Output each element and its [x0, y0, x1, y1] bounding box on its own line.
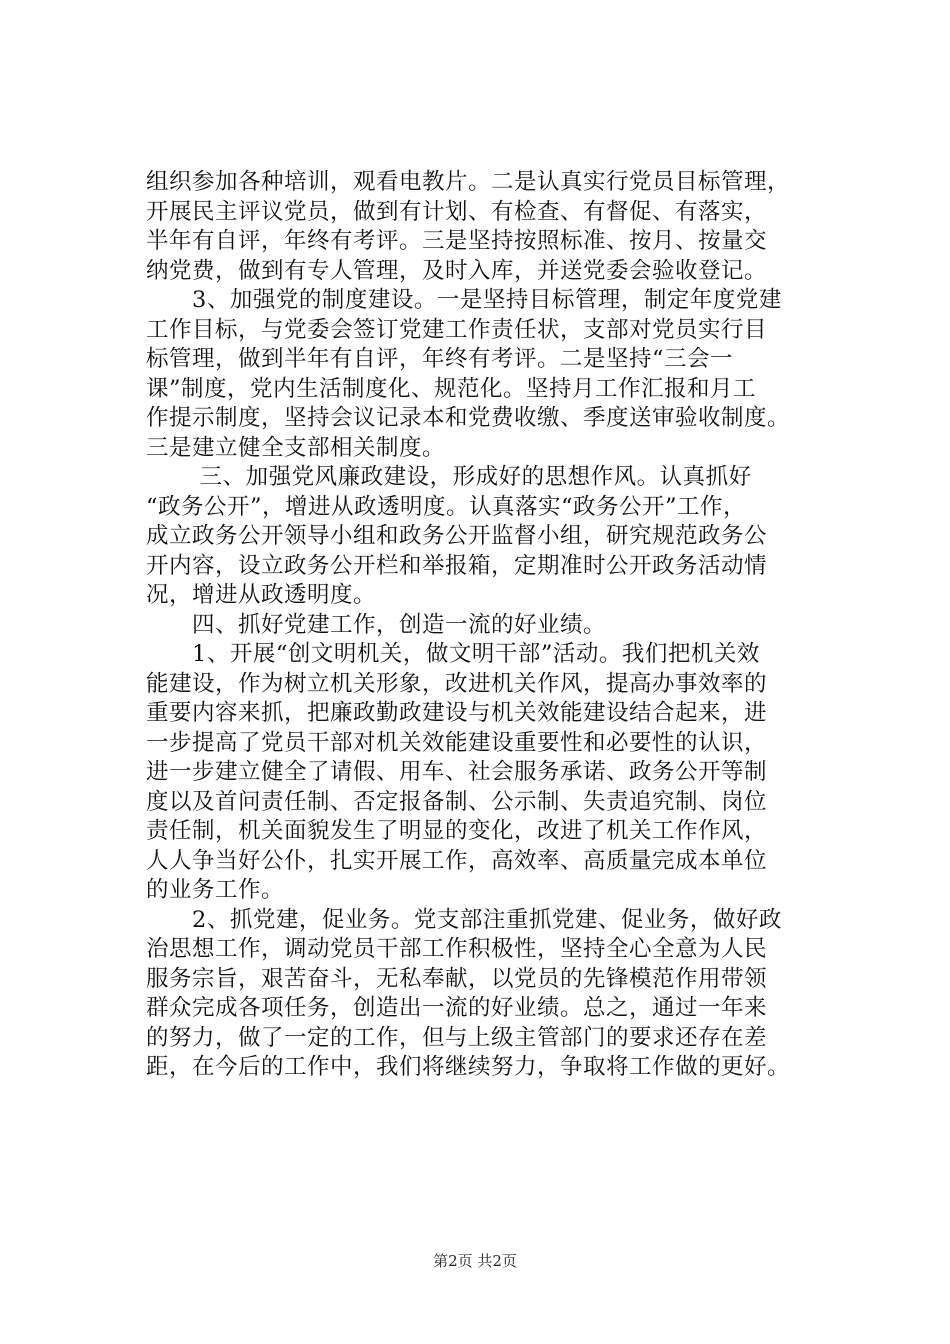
- text-line: 三、加强党风廉政建设，形成好的思想作风。认真抓好: [146, 464, 752, 490]
- text-line: 工作目标，与党委会签订党建工作责任状，支部对党员实行目: [146, 316, 768, 343]
- text-line: 群众完成各项任务，创造出一流的好业绩。总之，通过一年来: [146, 995, 768, 1021]
- text-line: 人人争当好公仆，扎实开展工作，高效率、高质量完成本单位: [146, 847, 768, 874]
- text-line: 的努力，做了一定的工作，但与上级主管部门的要求还存在差: [146, 1024, 768, 1051]
- text-line: 况，增进从政透明度。: [146, 582, 377, 608]
- text-line: 重要内容来抓，把廉政勤政建设与机关效能建设结合起来，进: [146, 700, 768, 726]
- text-line: 2、抓党建，促业务。党支部注重抓党建、促业务，做好政: [146, 906, 782, 933]
- text-line: 服务宗旨，艰苦奋斗，无私奉献，以党员的先锋模范作用带领: [146, 965, 768, 992]
- text-line: 的业务工作。: [146, 877, 285, 903]
- text-line: 一步提高了党员干部对机关效能建设重要性和必要性的认识，: [146, 729, 768, 756]
- text-line: “政务公开”，增进从政透明度。认真落实“政务公开”工作，: [146, 493, 747, 520]
- text-line: 度以及首问责任制、否定报备制、公示制、失责追究制、岗位: [146, 788, 768, 815]
- text-line: 标管理，做到半年有自评，年终有考评。二是坚持“三会一: [146, 346, 734, 372]
- text-line: 课”制度，党内生活制度化、规范化。坚持月工作汇报和月工: [146, 375, 757, 402]
- text-line: 四、抓好党建工作，创造一流的好业绩。: [146, 611, 607, 638]
- text-line: 1、开展“创文明机关，做文明干部”活动。我们把机关效: [146, 641, 760, 667]
- page-number-footer: 第2页 共2页: [433, 1252, 517, 1270]
- text-line: 作提示制度，坚持会议记录本和党费收缴、季度送审验收制度。: [146, 405, 791, 431]
- text-line: 开展民主评议党员，做到有计划、有检查、有督促、有落实，: [146, 198, 768, 225]
- text-line: 三是建立健全支部相关制度。: [146, 434, 446, 461]
- text-line: 3、加强党的制度建设。一是坚持目标管理，制定年度党建: [146, 287, 782, 313]
- document-body: [146, 168, 826, 1083]
- text-line: 进一步建立健全了请假、用车、社会服务承诺、政务公开等制: [146, 759, 768, 785]
- text-line: 纳党费，做到有专人管理，及时入库，并送党委会验收登记。: [146, 257, 768, 284]
- text-line: 开内容，设立政务公开栏和举报箱，定期准时公开政务活动情: [146, 552, 768, 579]
- text-line: 距，在今后的工作中，我们将继续努力，争取将工作做的更好。: [146, 1054, 791, 1080]
- text-line: 半年有自评，年终有考评。三是坚持按照标准、按月、按量交: [146, 228, 768, 254]
- text-line: 责任制，机关面貌发生了明显的变化，改进了机关工作作风，: [146, 818, 768, 844]
- text-line: 治思想工作，调动党员干部工作积极性，坚持全心全意为人民: [146, 936, 768, 962]
- text-line: 组织参加各种培训，观看电教片。二是认真实行党员目标管理，: [146, 169, 791, 195]
- text-line: 成立政务公开领导小组和政务公开监督小组，研究规范政务公: [146, 523, 768, 549]
- text-line: 能建设，作为树立机关形象，改进机关作风，提高办事效率的: [146, 670, 768, 697]
